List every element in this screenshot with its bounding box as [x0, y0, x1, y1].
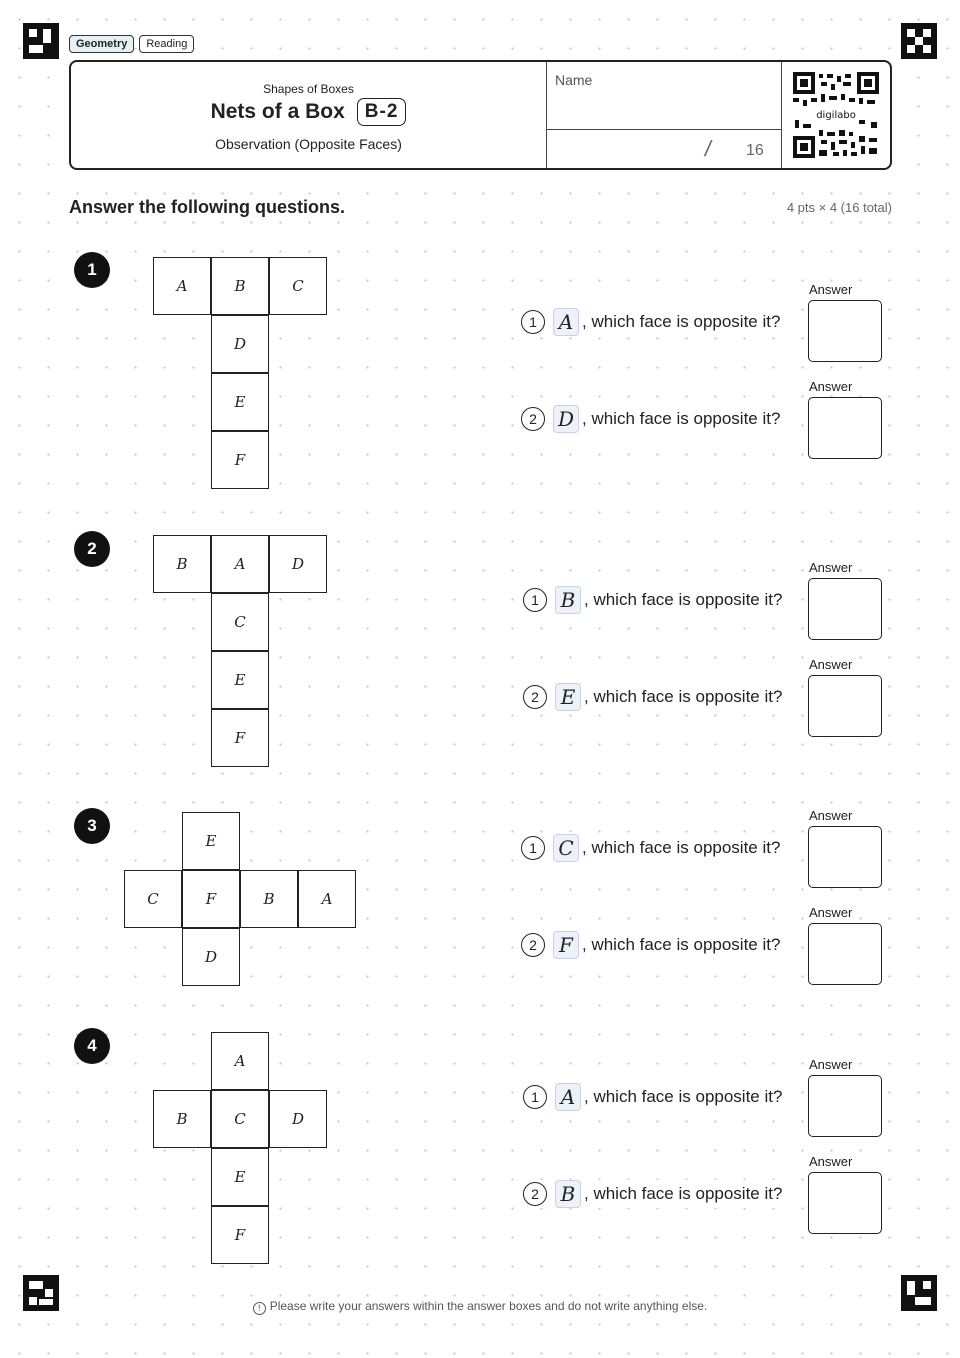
problem-number: 3	[74, 808, 110, 844]
question	[521, 308, 780, 336]
answer-box[interactable]	[808, 923, 882, 985]
net-face: B	[240, 870, 298, 928]
qr-label: digilabo	[816, 110, 856, 121]
sub-question-number: 1	[523, 588, 547, 612]
info-icon: !	[253, 1302, 266, 1315]
score-field[interactable]	[547, 130, 782, 168]
sub-question-number: 2	[523, 685, 547, 709]
question-text: , which face is opposite it?	[584, 590, 783, 609]
face-letter: A	[553, 308, 579, 336]
net-face: F	[211, 709, 269, 767]
tag-reading: Reading	[139, 35, 194, 53]
answer-label: Answer	[809, 1154, 853, 1169]
answer-label: Answer	[809, 560, 853, 575]
instructions: Answer the following questions.	[69, 197, 346, 217]
face-letter: C	[553, 834, 579, 862]
answer-box[interactable]	[808, 675, 882, 737]
question	[521, 834, 780, 862]
face-letter: A	[555, 1083, 581, 1111]
name-label: Name	[555, 72, 593, 88]
net-face: A	[298, 870, 356, 928]
answer-label: Answer	[809, 282, 853, 297]
answer-box[interactable]	[808, 826, 882, 888]
answer-label: Answer	[809, 379, 853, 394]
net-face: F	[211, 431, 269, 489]
net-face: D	[269, 535, 327, 593]
net-face: C	[124, 870, 182, 928]
answer-label: Answer	[809, 1057, 853, 1072]
net-face: B	[211, 257, 269, 315]
score-slash: /	[702, 136, 714, 161]
question-text: , which face is opposite it?	[584, 1184, 783, 1203]
question-text: , which face is opposite it?	[584, 1087, 783, 1106]
net-face: B	[153, 1090, 211, 1148]
score-max: 16	[746, 142, 764, 159]
net-face: C	[211, 593, 269, 651]
answer-label: Answer	[809, 657, 853, 672]
sub-question-number: 1	[521, 310, 545, 334]
footer-text: Please write your answers within the answer boxes and do not write anything else.	[269, 1299, 708, 1313]
worksheet-subtitle: Shapes of Boxes	[263, 82, 354, 96]
title-block	[71, 62, 547, 168]
problem-number: 4	[74, 1028, 110, 1064]
problem-number: 2	[74, 531, 110, 567]
subject-tags	[69, 35, 194, 53]
sub-question-number: 1	[523, 1085, 547, 1109]
answer-box[interactable]	[808, 1172, 882, 1234]
worksheet-title: Nets of a Box	[210, 100, 345, 123]
sub-question-number: 2	[523, 1182, 547, 1206]
question	[523, 586, 782, 614]
net-face: C	[269, 257, 327, 315]
worksheet-code: B-2	[357, 98, 407, 126]
net-face: A	[153, 257, 211, 315]
net-face: E	[182, 812, 240, 870]
question-text: , which face is opposite it?	[582, 409, 781, 428]
face-letter: F	[553, 931, 579, 959]
face-letter: B	[555, 586, 581, 614]
question-text: , which face is opposite it?	[584, 687, 783, 706]
net-face: D	[182, 928, 240, 986]
answer-label: Answer	[809, 808, 853, 823]
corner-marker-top-right	[901, 23, 937, 59]
net-face: E	[211, 1148, 269, 1206]
net-face: D	[211, 315, 269, 373]
answer-box[interactable]	[808, 397, 882, 459]
net-face: D	[269, 1090, 327, 1148]
face-letter: E	[555, 683, 581, 711]
points-info: 4 pts × 4 (16 total)	[786, 200, 892, 215]
net-face: E	[211, 651, 269, 709]
net-face: B	[153, 535, 211, 593]
title-row	[71, 98, 546, 126]
corner-marker-top-left	[23, 23, 59, 59]
name-field[interactable]	[547, 62, 782, 130]
problem-number: 1	[74, 252, 110, 288]
question	[523, 1180, 782, 1208]
qr-code-icon	[793, 72, 879, 158]
question	[521, 405, 780, 433]
answer-box[interactable]	[808, 578, 882, 640]
answer-box[interactable]	[808, 1075, 882, 1137]
net-face: F	[182, 870, 240, 928]
net-face: C	[211, 1090, 269, 1148]
footer-note	[0, 1299, 960, 1315]
sub-question-number: 1	[521, 836, 545, 860]
question-text: , which face is opposite it?	[582, 838, 781, 857]
question-text: , which face is opposite it?	[582, 312, 781, 331]
sub-question-number: 2	[521, 933, 545, 957]
face-letter: B	[555, 1180, 581, 1208]
answer-box[interactable]	[808, 300, 882, 362]
worksheet-header	[69, 60, 892, 170]
answer-label: Answer	[809, 905, 853, 920]
face-letter: D	[553, 405, 579, 433]
question	[521, 931, 780, 959]
sub-question-number: 2	[521, 407, 545, 431]
net-face: A	[211, 535, 269, 593]
worksheet-description: Observation (Opposite Faces)	[215, 136, 402, 152]
net-face: E	[211, 373, 269, 431]
net-face: F	[211, 1206, 269, 1264]
question-text: , which face is opposite it?	[582, 935, 781, 954]
tag-geometry: Geometry	[69, 35, 134, 53]
question	[523, 683, 782, 711]
net-face: A	[211, 1032, 269, 1090]
question	[523, 1083, 782, 1111]
